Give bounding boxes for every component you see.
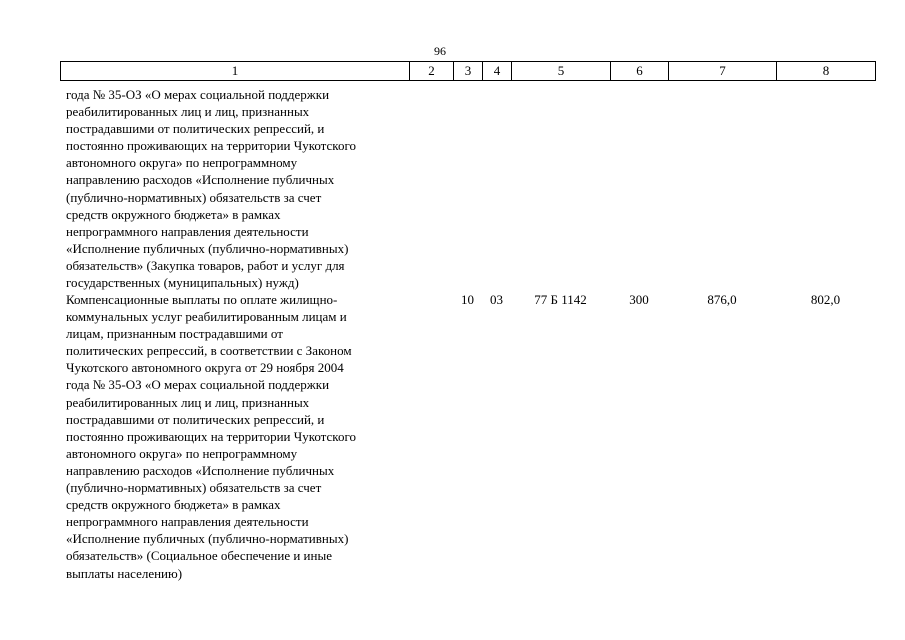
header-col-5: 5 [512, 62, 611, 81]
row-description [66, 86, 411, 291]
description-line: направлению расходов «Исполнение публичных [66, 462, 335, 478]
description-line: коммунальных услуг реабилитированным лицам и [66, 309, 347, 325]
description-line: «Исполнение публичных (публично-нормативных) [66, 531, 349, 547]
description-line: года № 35-ОЗ «О мерах социальной поддержки [66, 87, 330, 102]
description-line: обязательств» (Социальное обеспечение и иные [66, 548, 332, 564]
description-line: пострадавшими от политических репрессий, и [66, 411, 325, 427]
row-description [66, 291, 411, 582]
cell-col-7: 876,0 [707, 292, 737, 307]
cell-col-4: 03 [490, 292, 503, 307]
description-line: Компенсационные выплаты по оплате жилищно- [66, 292, 338, 307]
description-line: непрограммного направления деятельности [66, 223, 309, 239]
cell-col-6: 300 [629, 292, 649, 307]
description-line: Чукотского автономного округа от 29 ноября 2004 [66, 360, 344, 376]
description-line: автономного округа» по непрограммному [66, 155, 298, 171]
description-line: «Исполнение публичных (публично-нормативных) [66, 240, 349, 256]
description-line: лицам, признанным пострадавшими от [66, 326, 283, 342]
description-line: автономного округа» по непрограммному [66, 445, 298, 461]
description-line: политических репрессий, в соответствии с Законом [66, 343, 352, 359]
column-header-table [60, 61, 876, 81]
description-line: выплаты населению) [66, 565, 183, 581]
header-col-8: 8 [777, 62, 876, 81]
description-line: средств окружного бюджета» в рамках [66, 206, 281, 222]
description-line: постоянно проживающих на территории Чукотского [66, 428, 356, 444]
header-col-2: 2 [410, 62, 454, 81]
description-line: пострадавшими от политических репрессий, и [66, 121, 325, 137]
description-line: года № 35-ОЗ «О мерах социальной поддержки [66, 377, 330, 393]
description-line: направлению расходов «Исполнение публичных [66, 172, 335, 188]
header-col-3: 3 [454, 62, 483, 81]
description-line: реабилитированных лиц и лиц, признанных [66, 394, 310, 410]
cell-col-3: 10 [461, 292, 474, 307]
description-line: обязательств» (Закупка товаров, работ и услуг для [66, 257, 345, 273]
header-col-6: 6 [611, 62, 669, 81]
header-row [61, 62, 876, 81]
cell-col-8: 802,0 [810, 292, 841, 307]
header-col-1: 1 [61, 62, 410, 81]
description-line: средств окружного бюджета» в рамках [66, 497, 281, 513]
description-line: государственных (муниципальных) нужд) [66, 275, 299, 291]
header-col-4: 4 [483, 62, 512, 81]
description-line: реабилитированных лиц и лиц, признанных [66, 104, 310, 120]
description-line: постоянно проживающих на территории Чукотского [66, 138, 356, 154]
page-number: 96 [434, 44, 446, 58]
header-col-7: 7 [669, 62, 777, 81]
description-line: непрограммного направления деятельности [66, 514, 309, 530]
description-line: (публично-нормативных) обязательств за счет [66, 480, 322, 496]
description-line: (публично-нормативных) обязательств за счет [66, 189, 322, 205]
cell-col-5: 77 Б 1142 [534, 292, 587, 307]
